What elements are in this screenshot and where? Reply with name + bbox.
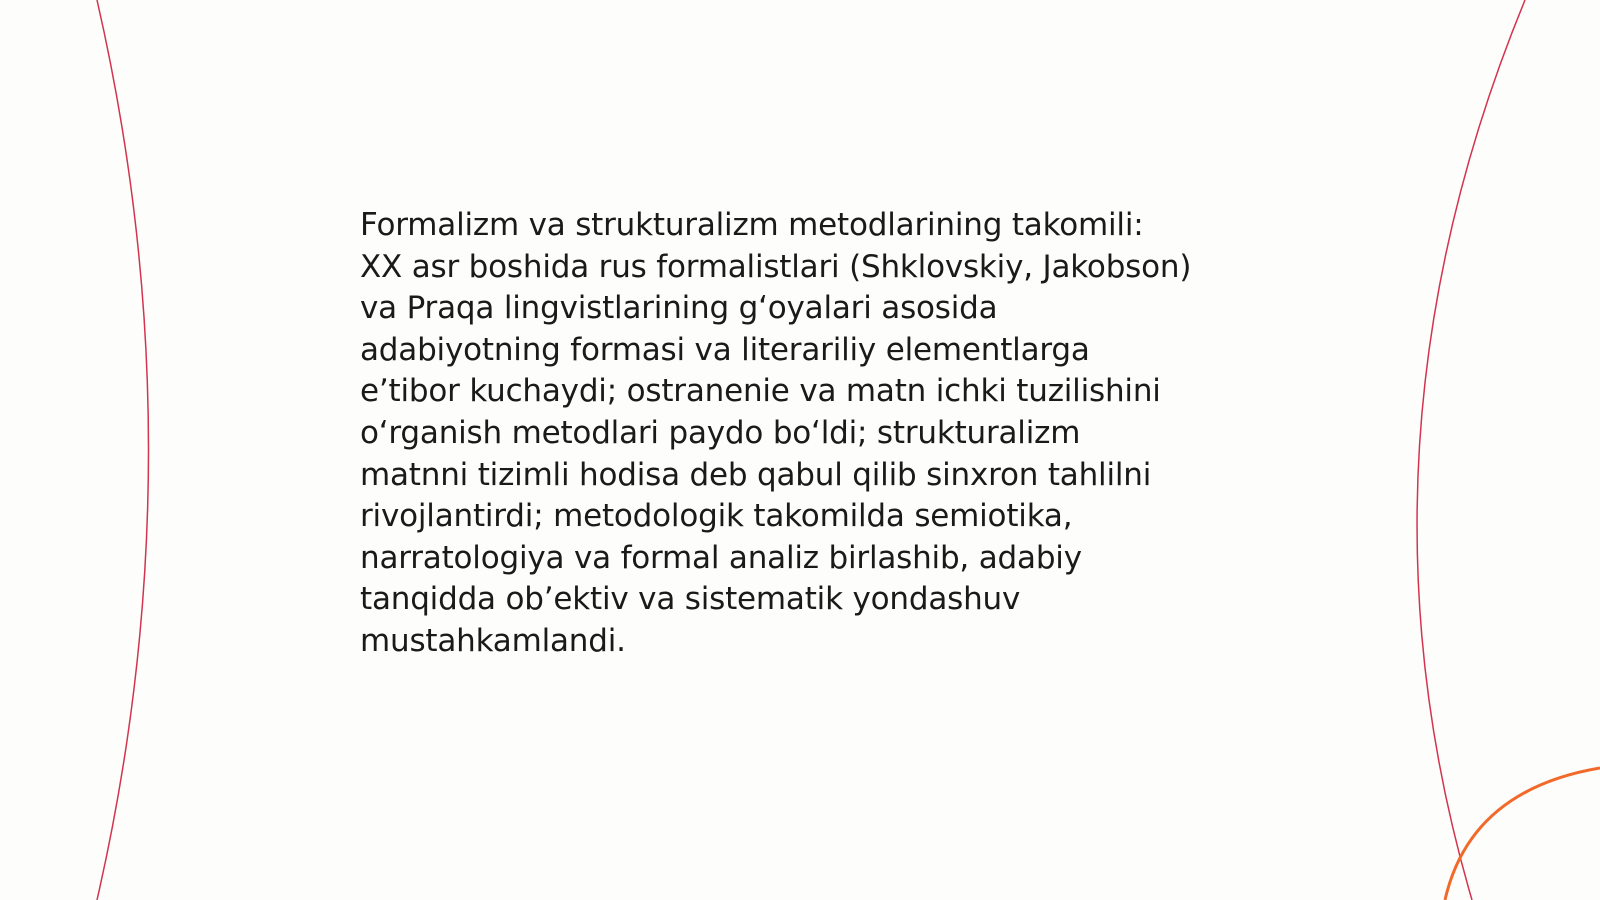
text-line: narratologiya va formal analiz birlashib, adabiy [360,539,1082,576]
right-arc [1417,0,1525,900]
text-line: va Praqa lingvistlarining g‘oyalari asosida [360,290,998,327]
text-line: mustahkamlandi. [360,622,626,659]
text-line: adabiyotning formasi va literariliy elementlarga [360,331,1090,368]
text-line: XX asr boshida rus formalistlari (Shklovskiy, Jakobson) [360,248,1192,285]
text-line: e’tibor kuchaydi; ostranenie va matn ichki tuzilishini [360,373,1161,410]
left-arc [97,0,149,900]
corner-orange-arc [1445,768,1600,900]
body-paragraph [360,205,1260,663]
text-line: o‘rganish metodlari paydo bo‘ldi; strukturalizm [360,414,1081,451]
text-line: tanqidda ob’ektiv va sistematik yondashuv [360,581,1021,618]
text-line: matnni tizimli hodisa deb qabul qilib sinxron tahlilni [360,456,1152,493]
text-line: Formalizm va strukturalizm metodlarining takomili: [360,207,1144,243]
text-line: rivojlantirdi; metodologik takomilda semiotika, [360,498,1073,535]
